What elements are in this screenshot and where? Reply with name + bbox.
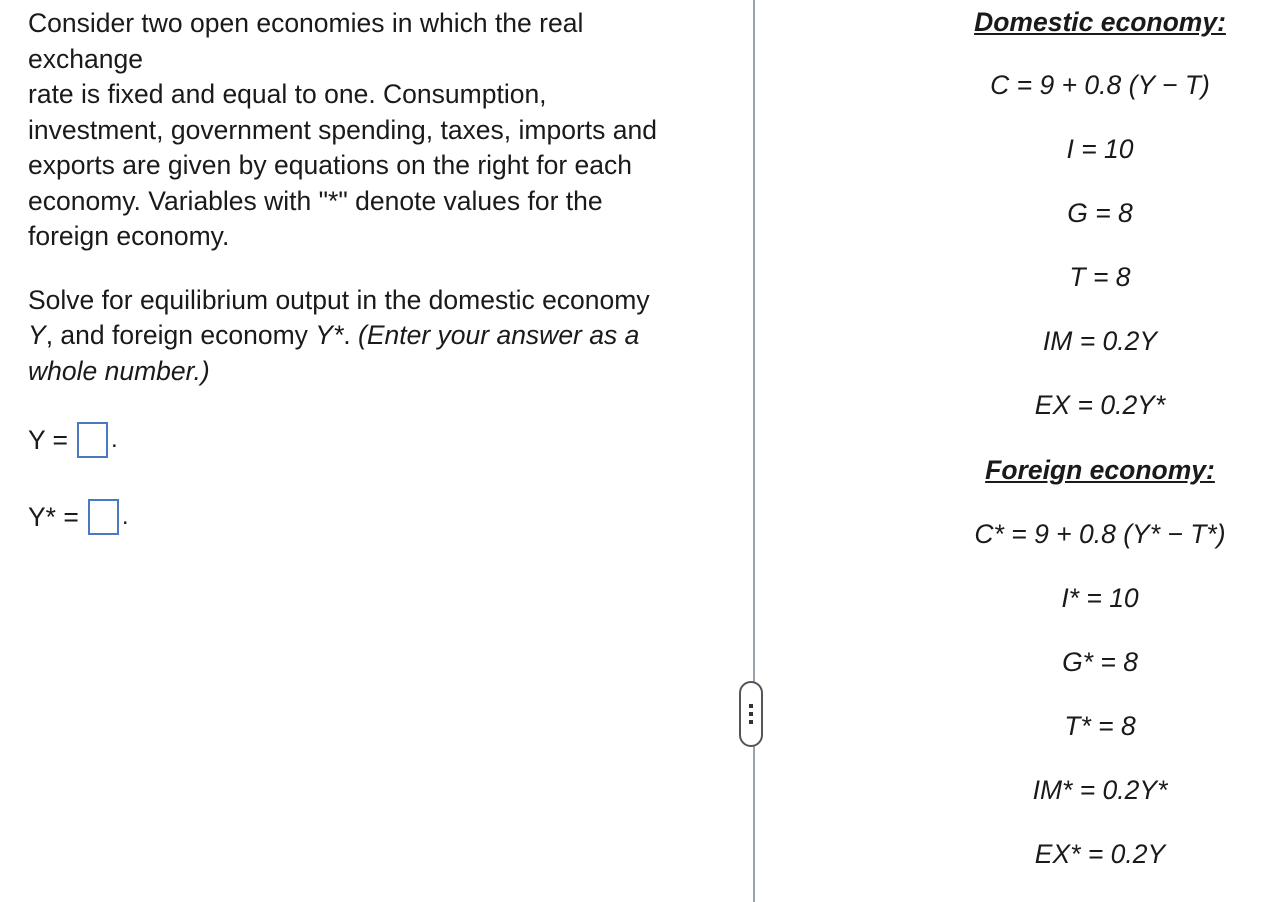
- question-text: [28, 6, 688, 389]
- foreign-taxes-eq: T* = 8: [1064, 711, 1136, 741]
- intro-line-2: rate is fixed and equal to one. Consumption, investment, government spending, taxes, imports and exports are given by equations on the right for each economy. Variables with "*" denote values for the foreign economy.: [28, 79, 657, 251]
- domestic-consumption-eq: C = 9 + 0.8 (Y − T): [990, 70, 1210, 100]
- intro-line-1: Consider two open economies in which the real exchange: [28, 8, 584, 74]
- domestic-government-eq: G = 8: [1067, 198, 1133, 228]
- foreign-exports-eq: EX* = 0.2Y: [1034, 839, 1166, 869]
- prompt-text: Solve for equilibrium output in the domestic economy: [28, 284, 650, 315]
- panel-divider[interactable]: [753, 0, 755, 902]
- prompt-end-text: .: [343, 320, 359, 350]
- y-answer-input[interactable]: [77, 422, 108, 458]
- question-intro: [28, 6, 688, 255]
- ystar-answer-row: [28, 499, 129, 535]
- domestic-imports-eq: IM = 0.2Y: [1042, 326, 1158, 356]
- prompt-ystar-variable: Y*: [315, 320, 344, 350]
- foreign-heading: Foreign economy:: [985, 455, 1215, 485]
- instruction-text: (Enter your answer as a whole number.): [28, 320, 640, 386]
- ystar-answer-label: Y* =: [28, 501, 79, 532]
- grip-dot-icon: [749, 704, 753, 708]
- foreign-consumption-eq: C* = 9 + 0.8 (Y* − T*): [974, 519, 1226, 549]
- domestic-heading: Domestic economy:: [974, 7, 1226, 37]
- domestic-taxes-eq: T = 8: [1069, 262, 1131, 292]
- prompt-y-variable: Y: [28, 320, 46, 350]
- y-answer-label: Y =: [28, 424, 69, 455]
- foreign-investment-eq: I* = 10: [1061, 583, 1139, 613]
- grip-dot-icon: [749, 712, 753, 716]
- foreign-imports-eq: IM* = 0.2Y*: [1032, 775, 1168, 805]
- domestic-investment-eq: I = 10: [1066, 134, 1134, 164]
- domestic-exports-eq: EX = 0.2Y*: [1034, 390, 1166, 420]
- divider-drag-handle[interactable]: [739, 681, 763, 747]
- prompt-mid-text: , and foreign economy: [45, 320, 316, 350]
- y-answer-period: .: [111, 426, 118, 453]
- ystar-answer-input[interactable]: [88, 499, 119, 535]
- y-answer-row: [28, 422, 118, 458]
- ystar-answer-period: .: [121, 503, 129, 530]
- question-prompt: [28, 283, 668, 390]
- grip-dot-icon: [749, 720, 753, 724]
- foreign-government-eq: G* = 8: [1062, 647, 1138, 677]
